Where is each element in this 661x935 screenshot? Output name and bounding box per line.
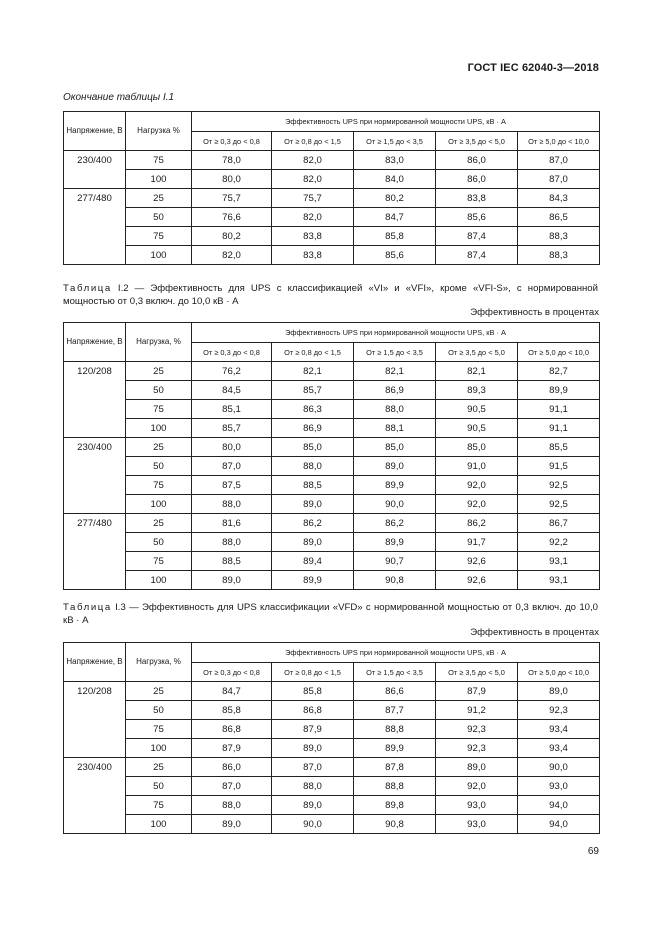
table-i3-label: Таблица	[63, 602, 112, 613]
efficiency-value-cell: 84,7	[354, 208, 436, 227]
efficiency-value-cell: 86,6	[354, 682, 436, 701]
table-row	[64, 682, 600, 701]
efficiency-value-cell: 85,7	[192, 419, 272, 438]
voltage-cell: 120/208	[64, 682, 126, 758]
efficiency-value-cell: 89,9	[354, 533, 436, 552]
table-row	[64, 476, 600, 495]
table-row	[64, 796, 600, 815]
load-cell: 75	[126, 796, 192, 815]
efficiency-value-cell: 76,2	[192, 362, 272, 381]
efficiency-value-cell: 92,3	[518, 701, 600, 720]
efficiency-value-cell: 80,2	[354, 189, 436, 208]
efficiency-value-cell: 86,8	[192, 720, 272, 739]
load-cell: 100	[126, 246, 192, 265]
table-row	[64, 552, 600, 571]
header-efficiency-group: Эффективность UPS при нормированной мощности UPS, кВ · А	[192, 643, 600, 663]
efficiency-value-cell: 89,0	[518, 682, 600, 701]
efficiency-value-cell: 88,0	[354, 400, 436, 419]
efficiency-value-cell: 89,0	[436, 758, 518, 777]
page-number: 69	[587, 846, 599, 857]
efficiency-value-cell: 82,0	[272, 208, 354, 227]
efficiency-value-cell: 91,7	[436, 533, 518, 552]
efficiency-value-cell: 85,6	[436, 208, 518, 227]
efficiency-value-cell: 89,0	[272, 495, 354, 514]
efficiency-value-cell: 88,8	[354, 777, 436, 796]
efficiency-value-cell: 89,9	[354, 476, 436, 495]
efficiency-value-cell: 89,0	[354, 457, 436, 476]
efficiency-value-cell: 86,3	[272, 400, 354, 419]
efficiency-value-cell: 82,1	[272, 362, 354, 381]
table-row	[64, 457, 600, 476]
efficiency-value-cell: 90,8	[354, 571, 436, 590]
table-i1-end	[63, 111, 600, 265]
efficiency-value-cell: 90,0	[354, 495, 436, 514]
efficiency-value-cell: 88,1	[354, 419, 436, 438]
efficiency-value-cell: 88,0	[272, 457, 354, 476]
header-power-range: От ≥ 3,5 до < 5,0	[436, 663, 518, 682]
table-row	[64, 701, 600, 720]
load-cell: 50	[126, 701, 192, 720]
header-power-range: От ≥ 0,3 до < 0,8	[192, 663, 272, 682]
efficiency-value-cell: 94,0	[518, 815, 600, 834]
table-row	[64, 739, 600, 758]
efficiency-value-cell: 93,4	[518, 739, 600, 758]
header-power-range: От ≥ 1,5 до < 3,5	[354, 343, 436, 362]
efficiency-value-cell: 93,1	[518, 571, 600, 590]
load-cell: 25	[126, 682, 192, 701]
efficiency-value-cell: 92,0	[436, 777, 518, 796]
table-row	[64, 571, 600, 590]
table-row	[64, 438, 600, 457]
load-cell: 75	[126, 400, 192, 419]
efficiency-value-cell: 91,5	[518, 457, 600, 476]
efficiency-value-cell: 87,0	[518, 151, 600, 170]
efficiency-value-cell: 85,0	[354, 438, 436, 457]
table-i3-units: Эффективность в процентах	[470, 627, 599, 638]
efficiency-value-cell: 89,0	[272, 739, 354, 758]
load-cell: 100	[126, 815, 192, 834]
efficiency-value-cell: 90,5	[436, 400, 518, 419]
table-row	[64, 170, 600, 189]
efficiency-value-cell: 94,0	[518, 796, 600, 815]
efficiency-value-cell: 87,0	[518, 170, 600, 189]
table-row	[64, 362, 600, 381]
efficiency-value-cell: 93,4	[518, 720, 600, 739]
header-power-range: От ≥ 0,3 до < 0,8	[192, 343, 272, 362]
efficiency-value-cell: 87,0	[192, 777, 272, 796]
efficiency-value-cell: 88,5	[272, 476, 354, 495]
efficiency-value-cell: 83,0	[354, 151, 436, 170]
efficiency-value-cell: 89,9	[518, 381, 600, 400]
efficiency-value-cell: 91,1	[518, 419, 600, 438]
efficiency-value-cell: 82,1	[354, 362, 436, 381]
efficiency-value-cell: 93,1	[518, 552, 600, 571]
header-power-range: От ≥ 5,0 до < 10,0	[518, 663, 600, 682]
table-row	[64, 208, 600, 227]
table-row	[64, 514, 600, 533]
load-cell: 25	[126, 758, 192, 777]
efficiency-value-cell: 86,7	[518, 514, 600, 533]
efficiency-value-cell: 89,0	[192, 571, 272, 590]
table-row	[64, 227, 600, 246]
efficiency-value-cell: 82,0	[192, 246, 272, 265]
efficiency-value-cell: 87,4	[436, 246, 518, 265]
efficiency-value-cell: 87,9	[192, 739, 272, 758]
efficiency-value-cell: 83,8	[272, 227, 354, 246]
table-row	[64, 419, 600, 438]
efficiency-value-cell: 84,5	[192, 381, 272, 400]
efficiency-value-cell: 89,9	[272, 571, 354, 590]
efficiency-value-cell: 89,3	[436, 381, 518, 400]
efficiency-value-cell: 90,5	[436, 419, 518, 438]
load-cell: 100	[126, 419, 192, 438]
efficiency-value-cell: 86,9	[354, 381, 436, 400]
efficiency-value-cell: 82,0	[272, 170, 354, 189]
efficiency-value-cell: 92,0	[436, 476, 518, 495]
table-row	[64, 758, 600, 777]
voltage-cell: 230/400	[64, 438, 126, 514]
load-cell: 75	[126, 151, 192, 170]
load-cell: 100	[126, 739, 192, 758]
voltage-cell: 120/208	[64, 362, 126, 438]
efficiency-value-cell: 92,3	[436, 720, 518, 739]
voltage-cell: 230/400	[64, 151, 126, 189]
efficiency-value-cell: 85,5	[518, 438, 600, 457]
load-cell: 50	[126, 208, 192, 227]
load-cell: 75	[126, 552, 192, 571]
efficiency-value-cell: 87,0	[192, 457, 272, 476]
table-row	[64, 400, 600, 419]
efficiency-value-cell: 80,0	[192, 438, 272, 457]
efficiency-value-cell: 80,0	[192, 170, 272, 189]
efficiency-value-cell: 89,0	[272, 533, 354, 552]
efficiency-value-cell: 75,7	[272, 189, 354, 208]
header-load: Нагрузка, %	[126, 643, 192, 682]
table-row	[64, 777, 600, 796]
table-i2	[63, 322, 600, 590]
efficiency-value-cell: 86,2	[354, 514, 436, 533]
header-power-range: От ≥ 3,5 до < 5,0	[436, 343, 518, 362]
efficiency-value-cell: 92,5	[518, 495, 600, 514]
efficiency-value-cell: 89,0	[192, 815, 272, 834]
efficiency-value-cell: 82,7	[518, 362, 600, 381]
document-header: ГОСТ IEC 62040-3—2018	[467, 62, 599, 74]
voltage-cell: 277/480	[64, 514, 126, 590]
efficiency-value-cell: 89,4	[272, 552, 354, 571]
efficiency-value-cell: 88,0	[272, 777, 354, 796]
efficiency-value-cell: 85,7	[272, 381, 354, 400]
efficiency-value-cell: 89,9	[354, 739, 436, 758]
table-i2-label: Таблица	[63, 283, 112, 294]
load-cell: 100	[126, 571, 192, 590]
load-cell: 75	[126, 476, 192, 495]
header-load: Нагрузка, %	[126, 323, 192, 362]
header-power-range: От ≥ 0,8 до < 1,5	[272, 343, 354, 362]
efficiency-value-cell: 88,0	[192, 796, 272, 815]
efficiency-value-cell: 92,2	[518, 533, 600, 552]
table-row	[64, 151, 600, 170]
load-cell: 50	[126, 457, 192, 476]
header-power-range: От ≥ 1,5 до < 3,5	[354, 132, 436, 151]
efficiency-value-cell: 80,2	[192, 227, 272, 246]
efficiency-value-cell: 86,0	[436, 170, 518, 189]
efficiency-value-cell: 88,3	[518, 246, 600, 265]
efficiency-value-cell: 75,7	[192, 189, 272, 208]
header-efficiency-group: Эффективность UPS при нормированной мощности UPS, кВ · А	[192, 323, 600, 343]
efficiency-value-cell: 91,0	[436, 457, 518, 476]
efficiency-value-cell: 85,6	[354, 246, 436, 265]
efficiency-value-cell: 90,7	[354, 552, 436, 571]
efficiency-value-cell: 86,2	[436, 514, 518, 533]
efficiency-value-cell: 87,7	[354, 701, 436, 720]
efficiency-value-cell: 84,3	[518, 189, 600, 208]
load-cell: 100	[126, 170, 192, 189]
efficiency-value-cell: 92,3	[436, 739, 518, 758]
table-i3-title	[63, 601, 598, 627]
efficiency-value-cell: 85,0	[272, 438, 354, 457]
efficiency-value-cell: 90,0	[518, 758, 600, 777]
header-voltage: Напряжение, В	[64, 112, 126, 151]
table-i2-units: Эффективность в процентах	[470, 307, 599, 318]
efficiency-value-cell: 85,8	[354, 227, 436, 246]
efficiency-value-cell: 86,0	[436, 151, 518, 170]
efficiency-value-cell: 93,0	[518, 777, 600, 796]
table-i2-title-text: I.2 — Эффективность для UPS с классификацией «VI» и «VFI», кроме «VFI-S», с нормированной мощностью от 0,3 включ. до 10,0 кВ · А	[63, 283, 598, 307]
efficiency-value-cell: 85,0	[436, 438, 518, 457]
efficiency-value-cell: 90,0	[272, 815, 354, 834]
efficiency-value-cell: 84,7	[192, 682, 272, 701]
table-row	[64, 246, 600, 265]
efficiency-value-cell: 81,6	[192, 514, 272, 533]
header-power-range: От ≥ 0,8 до < 1,5	[272, 132, 354, 151]
efficiency-value-cell: 92,6	[436, 552, 518, 571]
efficiency-value-cell: 84,0	[354, 170, 436, 189]
table-row	[64, 381, 600, 400]
efficiency-value-cell: 88,5	[192, 552, 272, 571]
table-row	[64, 189, 600, 208]
efficiency-value-cell: 88,0	[192, 533, 272, 552]
efficiency-value-cell: 85,8	[272, 682, 354, 701]
efficiency-value-cell: 87,9	[436, 682, 518, 701]
load-cell: 50	[126, 777, 192, 796]
load-cell: 25	[126, 438, 192, 457]
efficiency-value-cell: 88,8	[354, 720, 436, 739]
load-cell: 75	[126, 720, 192, 739]
header-power-range: От ≥ 1,5 до < 3,5	[354, 663, 436, 682]
header-power-range: От ≥ 3,5 до < 5,0	[436, 132, 518, 151]
header-efficiency-group: Эффективность UPS при нормированной мощности UPS, кВ · А	[192, 112, 600, 132]
efficiency-value-cell: 76,6	[192, 208, 272, 227]
efficiency-value-cell: 90,8	[354, 815, 436, 834]
efficiency-value-cell: 82,0	[272, 151, 354, 170]
efficiency-value-cell: 87,0	[272, 758, 354, 777]
voltage-cell: 230/400	[64, 758, 126, 834]
header-power-range: От ≥ 5,0 до < 10,0	[518, 343, 600, 362]
efficiency-value-cell: 86,0	[192, 758, 272, 777]
efficiency-value-cell: 86,9	[272, 419, 354, 438]
efficiency-value-cell: 88,3	[518, 227, 600, 246]
efficiency-value-cell: 92,0	[436, 495, 518, 514]
efficiency-value-cell: 83,8	[272, 246, 354, 265]
efficiency-value-cell: 91,2	[436, 701, 518, 720]
table-row	[64, 720, 600, 739]
efficiency-value-cell: 91,1	[518, 400, 600, 419]
efficiency-value-cell: 85,8	[192, 701, 272, 720]
header-load: Нагрузка %	[126, 112, 192, 151]
table-i1-continuation-caption: Окончание таблицы I.1	[63, 92, 175, 103]
efficiency-value-cell: 93,0	[436, 796, 518, 815]
efficiency-value-cell: 89,8	[354, 796, 436, 815]
efficiency-value-cell: 78,0	[192, 151, 272, 170]
load-cell: 25	[126, 189, 192, 208]
efficiency-value-cell: 87,5	[192, 476, 272, 495]
load-cell: 25	[126, 514, 192, 533]
efficiency-value-cell: 86,2	[272, 514, 354, 533]
header-power-range: От ≥ 5,0 до < 10,0	[518, 132, 600, 151]
table-i2-title	[63, 282, 598, 308]
table-row	[64, 533, 600, 552]
efficiency-value-cell: 88,0	[192, 495, 272, 514]
efficiency-value-cell: 87,8	[354, 758, 436, 777]
table-i3-title-text: I.3 — Эффективность для UPS классификации «VFD» с нормированной мощностью от 0,3 включ. до 10,0 кВ · А	[63, 602, 598, 626]
load-cell: 50	[126, 381, 192, 400]
efficiency-value-cell: 86,8	[272, 701, 354, 720]
load-cell: 25	[126, 362, 192, 381]
efficiency-value-cell: 86,5	[518, 208, 600, 227]
efficiency-value-cell: 87,9	[272, 720, 354, 739]
efficiency-value-cell: 83,8	[436, 189, 518, 208]
header-voltage: Напряжение, В	[64, 323, 126, 362]
efficiency-value-cell: 82,1	[436, 362, 518, 381]
load-cell: 50	[126, 533, 192, 552]
header-voltage: Напряжение, В	[64, 643, 126, 682]
efficiency-value-cell: 92,5	[518, 476, 600, 495]
efficiency-value-cell: 93,0	[436, 815, 518, 834]
header-power-range: От ≥ 0,3 до < 0,8	[192, 132, 272, 151]
table-i3	[63, 642, 600, 834]
efficiency-value-cell: 89,0	[272, 796, 354, 815]
load-cell: 100	[126, 495, 192, 514]
table-row	[64, 495, 600, 514]
header-power-range: От ≥ 0,8 до < 1,5	[272, 663, 354, 682]
efficiency-value-cell: 92,6	[436, 571, 518, 590]
voltage-cell: 277/480	[64, 189, 126, 265]
table-row	[64, 815, 600, 834]
load-cell: 75	[126, 227, 192, 246]
efficiency-value-cell: 87,4	[436, 227, 518, 246]
efficiency-value-cell: 85,1	[192, 400, 272, 419]
